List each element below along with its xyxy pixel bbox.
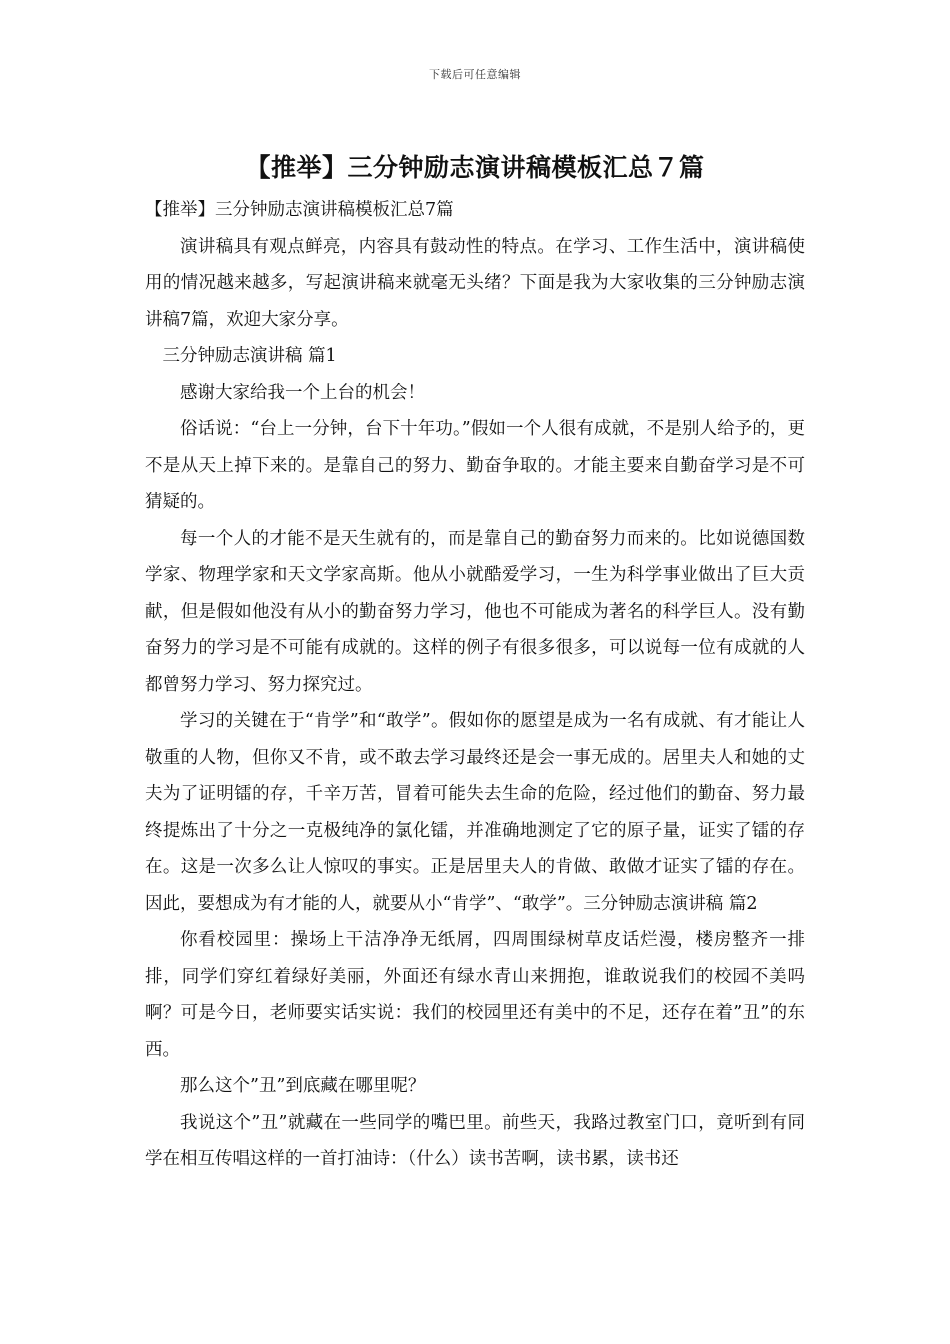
body-paragraph: 学习的关键在于“肯学”和“敢学”。假如你的愿望是成为一名有成就、有才能让人敬重的人物，但你又不肯，或不敢去学习最终还是会一事无成的。居里夫人和她的丈夫为了证明镭的存，千辛万苦，冒着可能失去生命的危险，经过他们的勤奋、努力最终提炼出了十分之一克极纯净的氯化镭，并准确地测定了它的原子量，证实了镭的存在。这是一次多么让人惊叹的事实。正是居里夫人的肯做、敢做才证实了镭的存在。因此，要想成为有才能的人，就要从小“肯学”、“敢学”。三分钟励志演讲稿 篇2 (145, 711, 805, 914)
body-paragraph: 我说这个”丑”就藏在一些同学的嘴巴里。前些天，我路过教室门口，竟听到有同学在相互传唱这样的一首打油诗：（什么）读书苦啊，读书累，读书还 (145, 1112, 805, 1169)
body-paragraph: 俗话说：“台上一分钟，台下十年功。”假如一个人很有成就，不是别人给予的，更不是从天上掉下来的。是靠自己的努力、勤奋争取的。才能主要来自勤奋学习是不可猜疑的。 (145, 419, 805, 512)
header-note: 下载后可任意编辑 (429, 68, 521, 81)
subtitle-paragraph: 【推举】三分钟励志演讲稿模板汇总7篇 (145, 200, 454, 220)
document-title: 【推举】三分钟励志演讲稿模板汇总７篇 (245, 153, 705, 182)
body-paragraph: 你看校园里：操场上干洁净净无纸屑，四周围绿树草皮话烂漫，楼房整齐一排排，同学们穿红着绿好美丽，外面还有绿水青山来拥抱，谁敢说我们的校园不美吗啊？可是今日，老师要实话实说：我们的校园里还有美中的不足，还存在着”丑”的东西。 (145, 930, 805, 1060)
section-heading: 三分钟励志演讲稿 篇1 (162, 346, 337, 366)
body-paragraph: 演讲稿具有观点鲜亮，内容具有鼓动性的特点。在学习、工作生活中，演讲稿使用的情况越来越多，写起演讲稿来就毫无头绪？下面是我为大家收集的三分钟励志演讲稿7篇，欢迎大家分享。 (145, 236, 805, 330)
document-body (145, 192, 805, 1178)
body-paragraph: 那么这个”丑”到底藏在哪里呢？ (180, 1076, 426, 1096)
body-paragraph: 每一个人的才能不是天生就有的，而是靠自己的勤奋努力而来的。比如说德国数学家、物理学家和天文学家高斯。他从小就酷爱学习，一生为科学事业做出了巨大贡献，但是假如他没有从小的勤奋努力学习，他也不可能成为著名的科学巨人。没有勤奋努力的学习是不可能有成就的。这样的例子有很多很多，可以说每一位有成就的人都曾努力学习、努力探究过。 (145, 528, 805, 695)
body-paragraph: 感谢大家给我一个上台的机会！ (180, 382, 425, 403)
